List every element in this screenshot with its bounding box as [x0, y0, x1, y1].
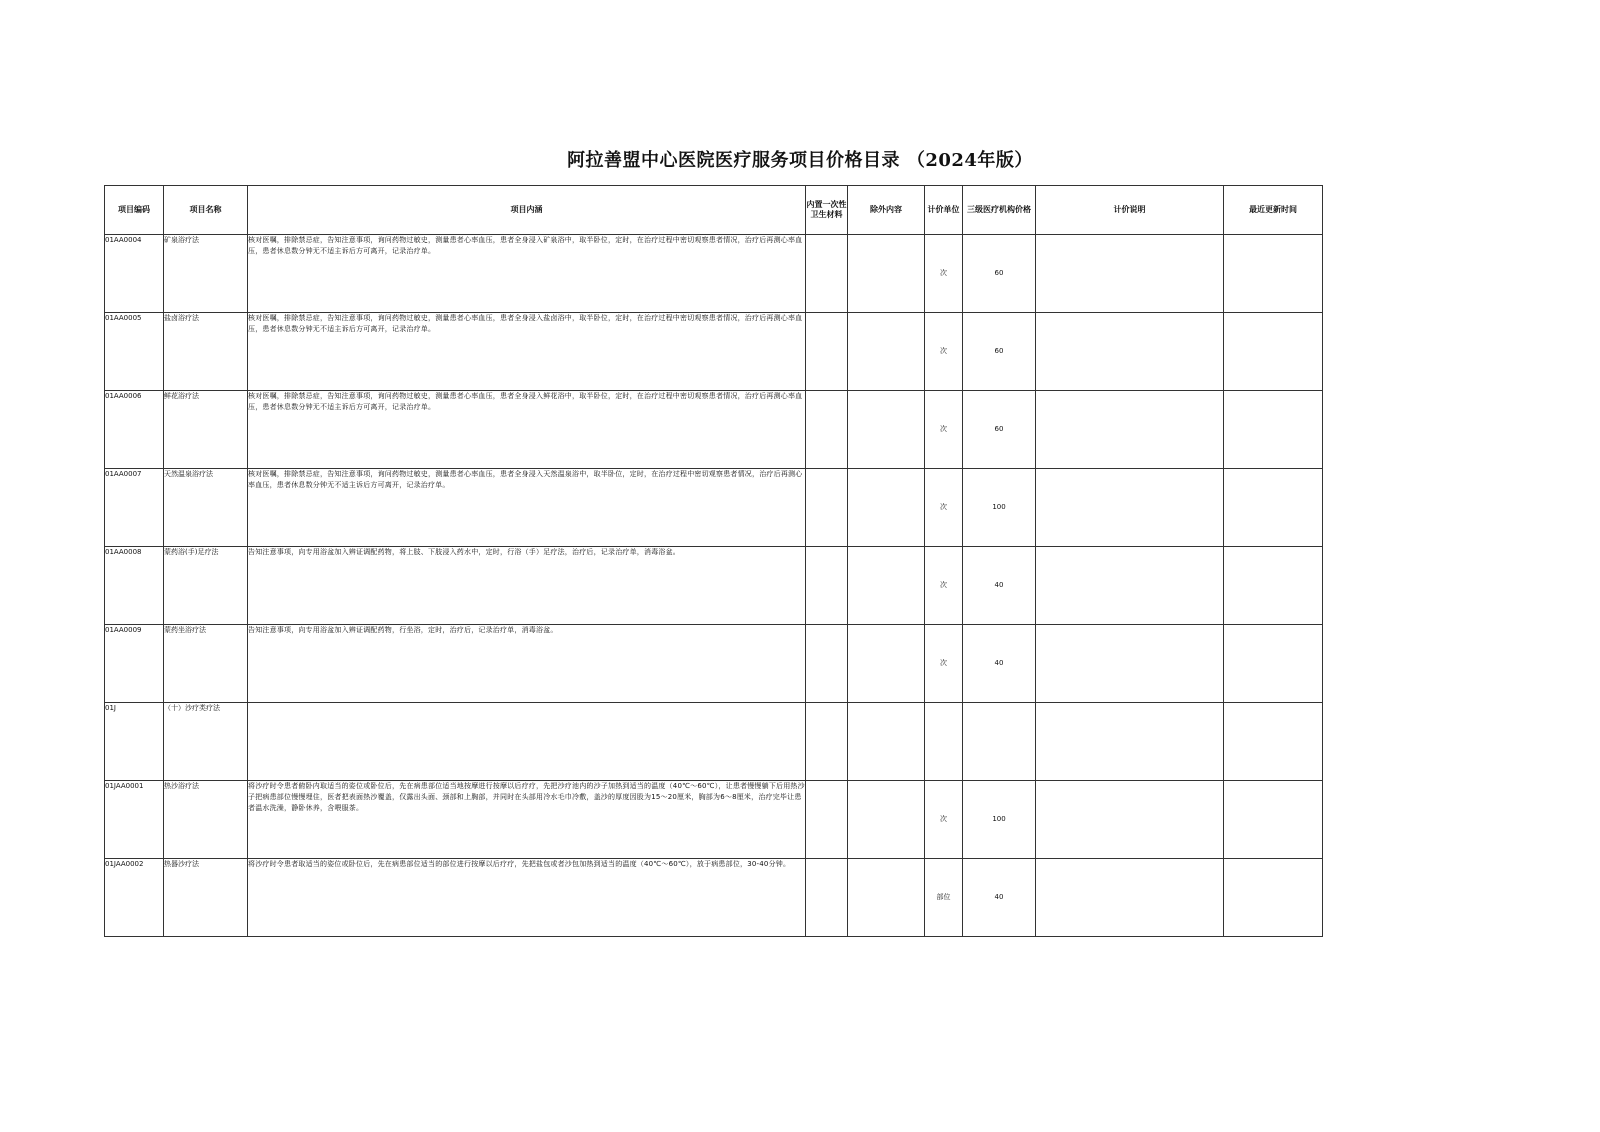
item-code: 01JAA0001: [105, 781, 164, 859]
item-exclusions: [848, 859, 925, 937]
item-price: 40: [963, 547, 1036, 625]
item-price: 40: [963, 625, 1036, 703]
item-code: 01J: [105, 703, 164, 781]
item-unit: 次: [925, 625, 963, 703]
item-notes: [1036, 859, 1224, 937]
header-row: [105, 186, 1323, 235]
item-notes: [1036, 313, 1224, 391]
item-content: 将沙疗时令患者俯卧内取适当的姿位或卧位后，先在病患部位适当地按摩进行按摩以后疗疗，先把沙疗池内的沙子加热到适当的温度（40℃～60℃），让患者慢慢躺下后用热沙子把病患部位慢慢埋住，医者把表面热沙覆盖，仅露出头面、颈部和上胸部，并同时在头部用冷水毛巾冷敷，盖沙的厚度因股为15～20厘米，胸部为6～8厘米，治疗完毕让患者温水洗澡，静卧休养，含喂服茶。: [248, 781, 806, 859]
item-code: 01JAA0002: [105, 859, 164, 937]
item-exclusions: [848, 391, 925, 469]
item-unit: 次: [925, 313, 963, 391]
header-consumables: 内置一次性卫生材料: [806, 186, 848, 235]
item-name: 矿泉浴疗法: [164, 235, 248, 313]
item-code: 01AA0008: [105, 547, 164, 625]
item-price: 60: [963, 391, 1036, 469]
header-price: 三级医疗机构价格: [963, 186, 1036, 235]
item-updated: [1224, 859, 1323, 937]
item-notes: [1036, 235, 1224, 313]
item-consumables: [806, 547, 848, 625]
table-row: [105, 235, 1323, 313]
item-exclusions: [848, 235, 925, 313]
item-updated: [1224, 469, 1323, 547]
item-code: 01AA0004: [105, 235, 164, 313]
table-row: [105, 781, 1323, 859]
header-name: 项目名称: [164, 186, 248, 235]
item-consumables: [806, 391, 848, 469]
item-updated: [1224, 313, 1323, 391]
item-content: 核对医嘱，排除禁忌症，告知注意事项，询问药物过敏史，测量患者心率血压，患者全身浸入天然温泉浴中，取半卧位，定时，在治疗过程中密切观察患者情况，治疗后再测心率血压，患者休息数分钟无不适主诉后方可离开，记录治疗单。: [248, 469, 806, 547]
header-updated: 最近更新时间: [1224, 186, 1323, 235]
item-name: 热器沙疗法: [164, 859, 248, 937]
item-notes: [1036, 625, 1224, 703]
item-updated: [1224, 235, 1323, 313]
table-row: [105, 313, 1323, 391]
item-notes: [1036, 703, 1224, 781]
item-unit: 次: [925, 235, 963, 313]
item-name: 天然温泉浴疗法: [164, 469, 248, 547]
item-updated: [1224, 703, 1323, 781]
item-consumables: [806, 625, 848, 703]
item-consumables: [806, 313, 848, 391]
item-exclusions: [848, 625, 925, 703]
item-notes: [1036, 391, 1224, 469]
item-updated: [1224, 625, 1323, 703]
item-price: 40: [963, 859, 1036, 937]
item-name: 热沙浴疗法: [164, 781, 248, 859]
item-content: 核对医嘱，排除禁忌症，告知注意事项，询问药物过敏史，测量患者心率血压，患者全身浸入鲜花浴中，取半卧位，定时，在治疗过程中密切观察患者情况，治疗后再测心率血压，患者休息数分钟无不适主诉后方可离开，记录治疗单。: [248, 391, 806, 469]
item-price: 100: [963, 781, 1036, 859]
item-code: 01AA0005: [105, 313, 164, 391]
item-price: 60: [963, 235, 1036, 313]
item-price: [963, 703, 1036, 781]
item-exclusions: [848, 469, 925, 547]
item-code: 01AA0006: [105, 391, 164, 469]
item-unit: 次: [925, 781, 963, 859]
item-exclusions: [848, 547, 925, 625]
table-row: [105, 391, 1323, 469]
item-unit: [925, 703, 963, 781]
item-price: 60: [963, 313, 1036, 391]
item-consumables: [806, 859, 848, 937]
item-consumables: [806, 703, 848, 781]
table-row: [105, 859, 1323, 937]
item-code: 01AA0009: [105, 625, 164, 703]
item-updated: [1224, 781, 1323, 859]
item-consumables: [806, 235, 848, 313]
item-content: 核对医嘱，排除禁忌症，告知注意事项，询问药物过敏史，测量患者心率血压，患者全身浸入矿泉浴中，取半卧位，定时，在治疗过程中密切观察患者情况，治疗后再测心率血压，患者休息数分钟无不适主诉后方可离开，记录治疗单。: [248, 235, 806, 313]
header-exclusions: 除外内容: [848, 186, 925, 235]
item-name: （十）沙疗类疗法: [164, 703, 248, 781]
item-name: 蒙药坐浴疗法: [164, 625, 248, 703]
item-name: 蒙药浴(手)足疗法: [164, 547, 248, 625]
header-unit: 计价单位: [925, 186, 963, 235]
item-price: 100: [963, 469, 1036, 547]
item-notes: [1036, 469, 1224, 547]
item-content: [248, 703, 806, 781]
item-updated: [1224, 391, 1323, 469]
item-name: 盐卤浴疗法: [164, 313, 248, 391]
table-row: [105, 469, 1323, 547]
item-content: 核对医嘱，排除禁忌症，告知注意事项，询问药物过敏史，测量患者心率血压，患者全身浸入盐卤浴中，取半卧位，定时，在治疗过程中密切观察患者情况，治疗后再测心率血压，患者休息数分钟无不适主诉后方可离开，记录治疗单。: [248, 313, 806, 391]
document-title: 阿拉善盟中心医院医疗服务项目价格目录 （2024年版）: [567, 150, 1033, 171]
item-exclusions: [848, 313, 925, 391]
item-notes: [1036, 781, 1224, 859]
item-unit: 次: [925, 547, 963, 625]
table-row: [105, 703, 1323, 781]
table-row: [105, 547, 1323, 625]
item-content: 将沙疗时令患者取适当的姿位或卧位后，先在病患部位适当的部位进行按摩以后疗疗，先把盐包或者沙包加热到适当的温度（40℃～60℃），放于病患部位，30-40分钟。: [248, 859, 806, 937]
item-name: 鲜花浴疗法: [164, 391, 248, 469]
item-code: 01AA0007: [105, 469, 164, 547]
item-consumables: [806, 781, 848, 859]
item-notes: [1036, 547, 1224, 625]
item-consumables: [806, 469, 848, 547]
header-notes: 计价说明: [1036, 186, 1224, 235]
item-exclusions: [848, 703, 925, 781]
header-code: 项目编码: [105, 186, 164, 235]
price-table: [104, 185, 1323, 937]
item-unit: 次: [925, 469, 963, 547]
item-content: 告知注意事项，向专用浴盆加入辨证调配药物，将上肢、下肢浸入药水中，定时，行浴（手）足疗法，治疗后，记录治疗单，消毒浴盆。: [248, 547, 806, 625]
item-content: 告知注意事项，向专用浴盆加入辨证调配药物，行坐浴，定时，治疗后，记录治疗单，消毒浴盆。: [248, 625, 806, 703]
item-unit: 部位: [925, 859, 963, 937]
header-content: 项目内涵: [248, 186, 806, 235]
item-updated: [1224, 547, 1323, 625]
item-exclusions: [848, 781, 925, 859]
item-unit: 次: [925, 391, 963, 469]
table-row: [105, 625, 1323, 703]
